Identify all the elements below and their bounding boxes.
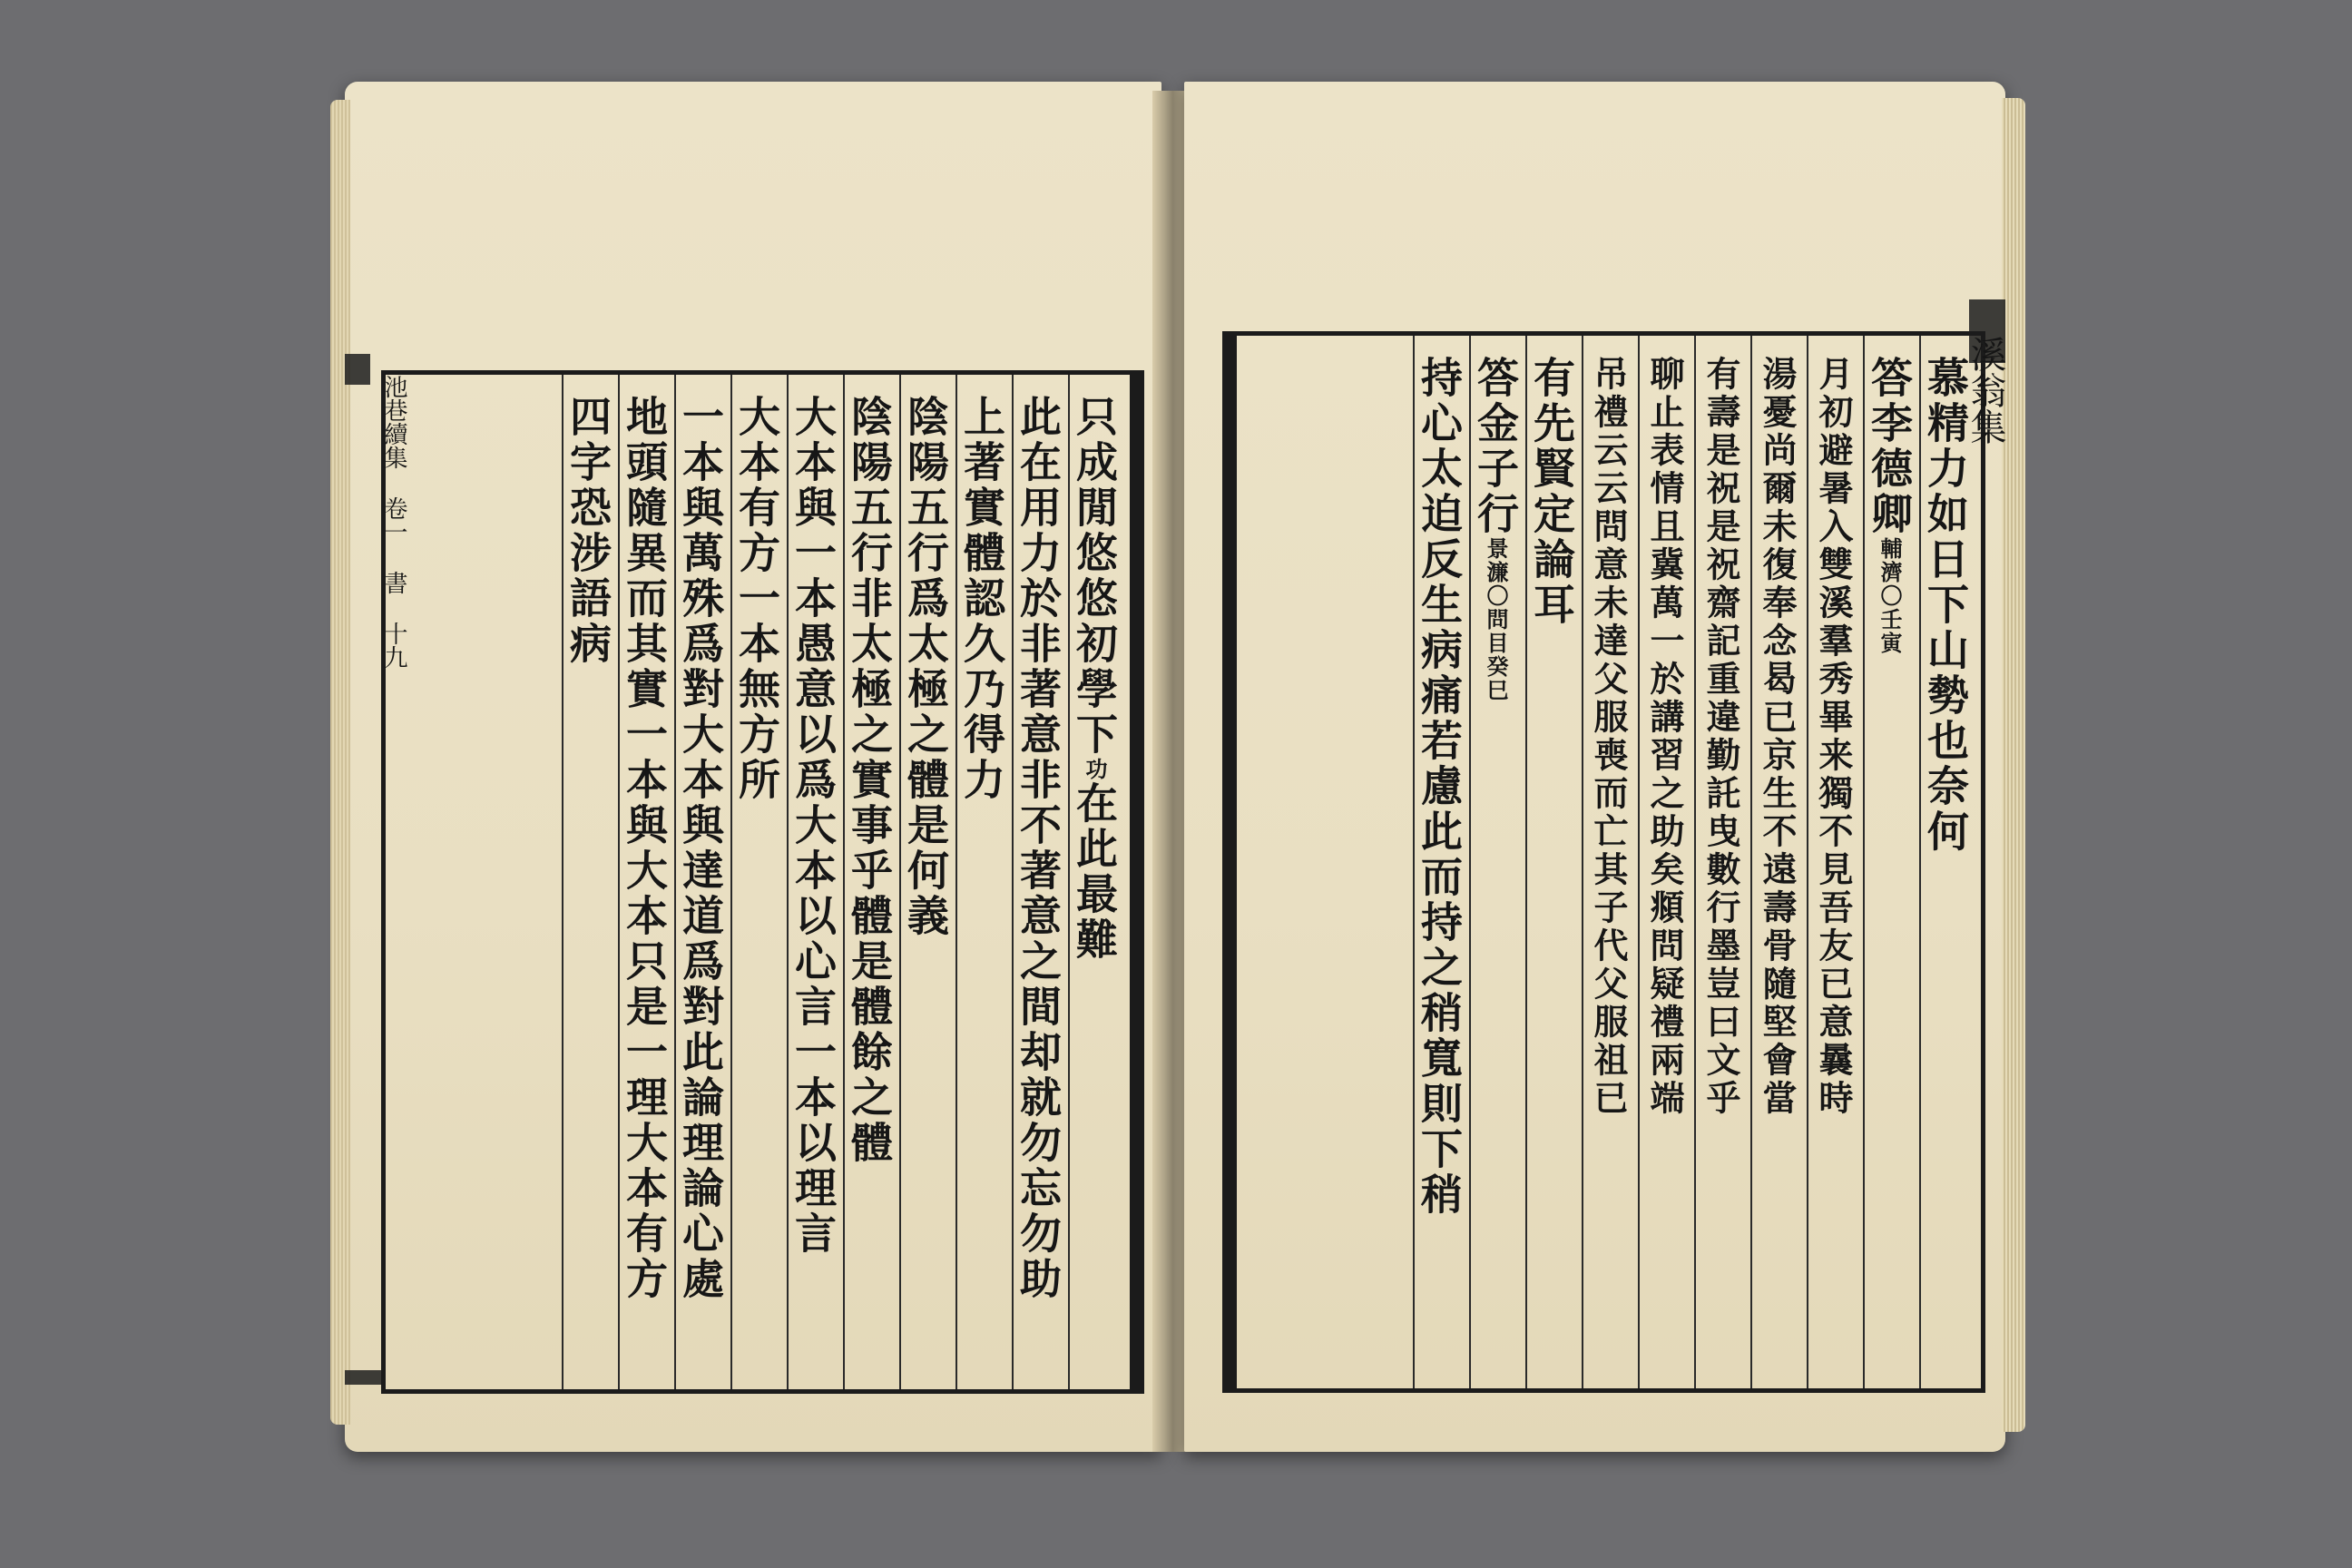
right-column-8: 有先賢定論耳: [1525, 336, 1578, 1388]
left-column-8: 一本與萬殊爲對大本與達道爲對此論理論心處: [674, 375, 727, 1389]
right-column-1: 慕精力如日下山勢也奈何: [1919, 336, 1972, 1388]
ink-smudge: [345, 1370, 381, 1385]
right-column-6: 聊止表情且冀萬一於講習之助矣頫問疑禮兩端: [1638, 336, 1690, 1388]
ink-smudge: [345, 354, 370, 385]
section-label: 書: [380, 571, 407, 594]
left-column-10: 四字恐涉語病: [562, 375, 614, 1389]
right-column-7: 吊禮云云問意未達父服喪而亡其子代父服祖已: [1582, 336, 1634, 1388]
left-column-5: 陰陽五行非太極之實事乎體是體餘之體: [843, 375, 896, 1389]
right-text-frame: [1222, 331, 2006, 1393]
right-banxin: [1965, 336, 2012, 1388]
left-banxin: [380, 375, 411, 1389]
left-page: [345, 82, 1161, 1452]
right-column-2: 答李德卿輔濟〇壬寅: [1863, 336, 1916, 1388]
right-page: [1184, 82, 2005, 1452]
page-number: 十九: [380, 622, 407, 669]
right-column-5: 有壽是祝是祝齋記重違勤託曳數行墨豈曰文乎: [1694, 336, 1747, 1388]
right-column-4: 湯憂尚爾未復奉念曷已京生不遠壽骨隨堅會當: [1750, 336, 1803, 1388]
left-text-frame: [381, 370, 1144, 1394]
volume-label: 卷一: [380, 496, 407, 544]
right-column-10: 持心太迫反生病痛若慮此而持之稍寬則下稍: [1413, 336, 1465, 1388]
book-title: 溪翁集: [1965, 336, 2006, 445]
left-column-9: 地頭隨異而其實一本與大本只是一理大本有方: [618, 375, 671, 1389]
open-book: [345, 82, 2024, 1479]
left-column-2: 此在用力於非著意非不著意之間却就勿忘勿助: [1012, 375, 1064, 1389]
left-column-6: 大本與一本愚意以爲大本以心言一本以理言: [787, 375, 839, 1389]
right-column-3: 月初避暑入雙溪羣秀畢来獨不見吾友已意曩時: [1807, 336, 1859, 1388]
left-page-edges: [330, 100, 350, 1425]
left-column-1: 只成閒悠悠初學下功在此最難: [1068, 375, 1121, 1389]
left-column-7: 大本有方一本無方所: [730, 375, 783, 1389]
left-column-4: 陰陽五行爲太極之體是何義: [899, 375, 952, 1389]
left-column-3: 上著實體認久乃得力: [956, 375, 1008, 1389]
right-column-9: 答金子行景濂〇問目癸巳: [1469, 336, 1522, 1388]
book-title: 池巷續集: [380, 375, 407, 469]
